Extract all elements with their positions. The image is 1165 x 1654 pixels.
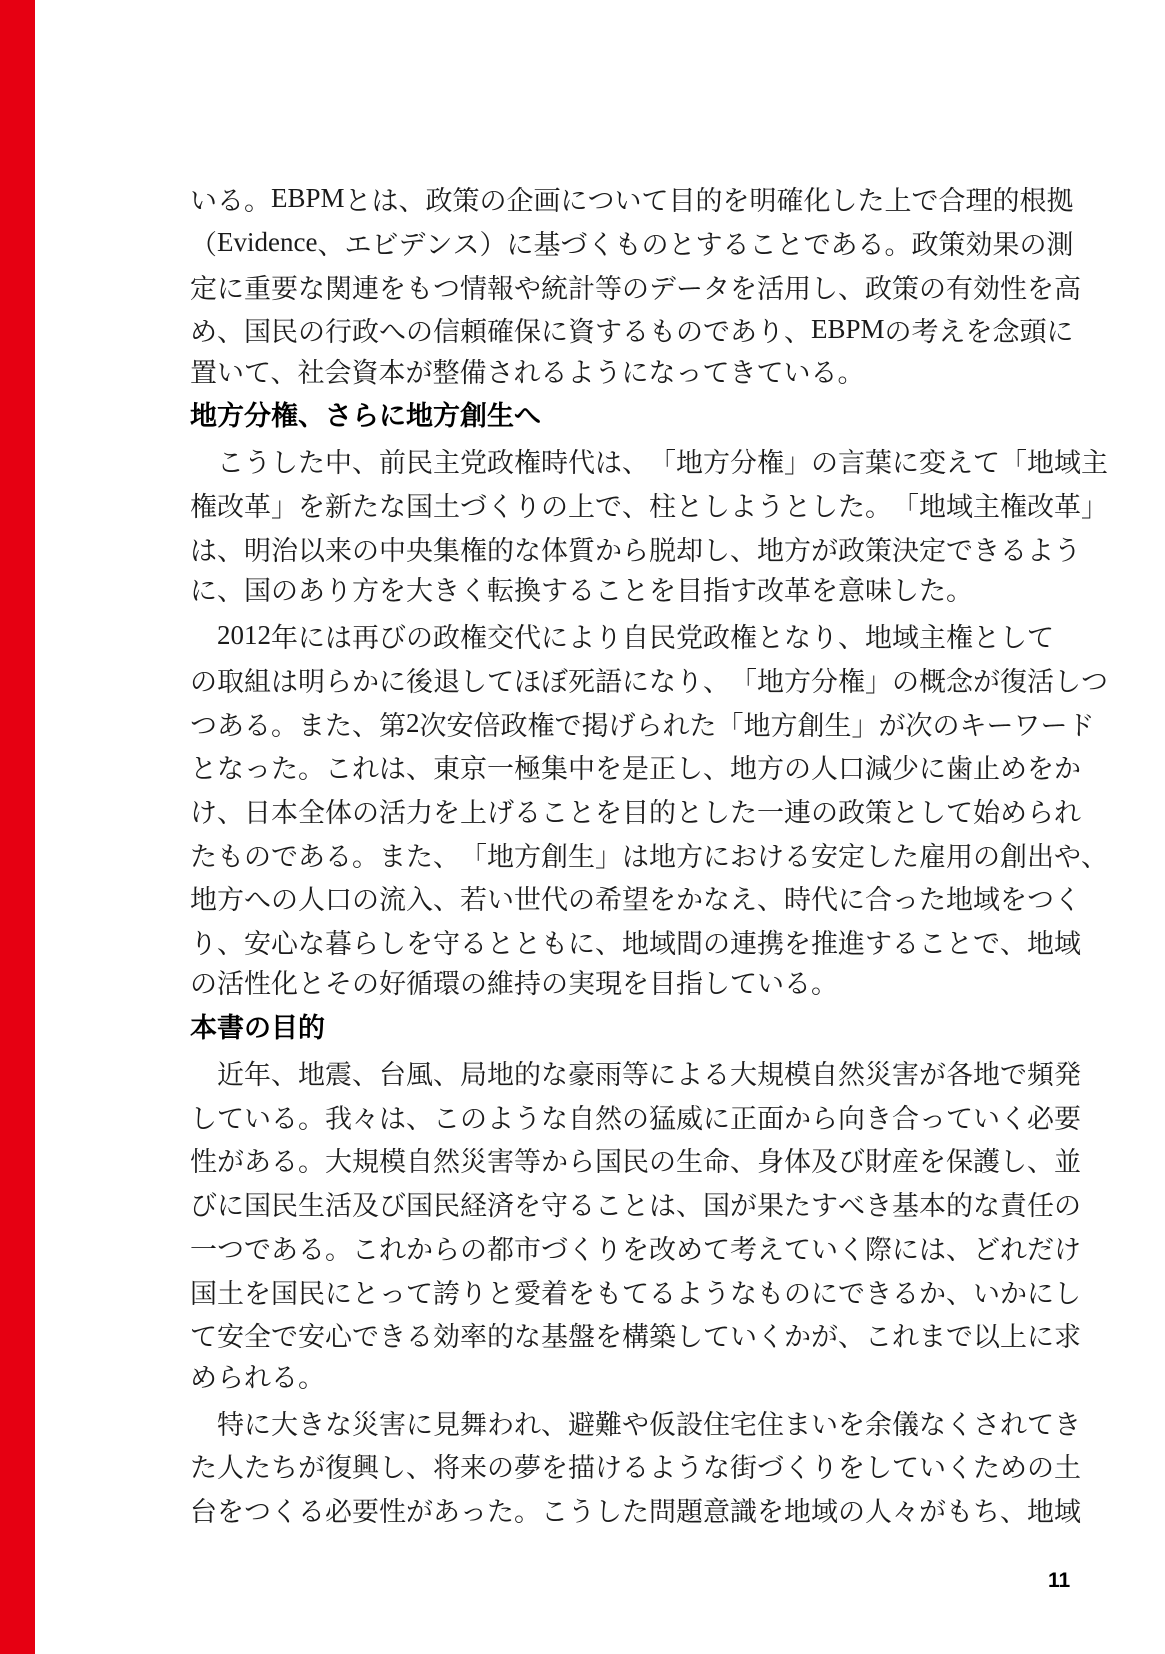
paragraph <box>190 614 1108 1007</box>
text-line: け 、 日 本 全 体 の 活 力 を 上 げ る こ と を 目 的 と し た 一 連 の 政 策 と し て 始 め ら れ <box>190 797 1081 828</box>
text-line: （ Evidence 、 エ ビ デ ン ス ） に 基 づ く も の と す る こ と で あ る 。 政 策 効 果 の 測 <box>190 227 1074 261</box>
paragraph <box>190 177 1081 395</box>
text-line: の 取 組 は 明 ら か に 後 退 し て ほ ぼ 死 語 に な り 、 「 地 方 分 権 」 の 概 念 が 復 活 し つ <box>190 666 1108 697</box>
page-number: 11 <box>1048 1569 1071 1592</box>
section-heading <box>190 395 1041 439</box>
text-line: 一 つ で あ る 。 こ れ か ら の 都 市 づ く り を 改 め て 考 え て い く 際 に は 、 ど れ だ け <box>190 1234 1081 1265</box>
text-line: められる。 <box>190 1362 325 1393</box>
text-line: し て い る 。 我 々 は 、 こ の よ う な 自 然 の 猛 威 に 正 面 か ら 向 き 合 っ て い く 必 要 <box>190 1103 1081 1134</box>
heading-line: 地方分権、さらに地方創生へ <box>190 401 541 432</box>
text-line: 置いて、社会資本が整備されるようになってきている。 <box>190 357 865 388</box>
paragraph <box>190 439 1108 614</box>
text-line: び に 国 民 生 活 及 び 国 民 経 済 を 守 る こ と は 、 国 が 果 た す べ き 基 本 的 な 責 任 の <box>190 1191 1081 1222</box>
chapter-edge-band <box>0 0 35 1654</box>
text-line: は 、 明 治 以 来 の 中 央 集 権 的 な 体 質 か ら 脱 却 し 、 地 方 が 政 策 決 定 で き る よ う <box>190 535 1081 566</box>
text-line: て 安 全 で 安 心 で き る 効 率 的 な 基 盤 を 構 築 し て い く か が 、 こ れ ま で 以 上 に 求 <box>190 1322 1081 1353</box>
text-line: 特 に 大 き な 災 害 に 見 舞 わ れ 、 避 難 や 仮 設 住 宅 住 ま い を 余 儀 な く さ れ て き <box>217 1409 1081 1440</box>
heading-line: 本書の目的 <box>190 1013 325 1044</box>
text-line: 近 年 、 地 震 、 台 風 、 局 地 的 な 豪 雨 等 に よ る 大 規 模 自 然 災 害 が 各 地 で 頻 発 <box>217 1060 1081 1091</box>
text-line: 地 方 へ の 人 口 の 流 入 、 若 い 世 代 の 希 望 を か な え 、 時 代 に 合 っ た 地 域 を つ く <box>190 885 1081 916</box>
text-line: 台 を つ く る 必 要 性 が あ っ た 。 こ う し た 問 題 意 識 を 地 域 の 人 々 が も ち 、 地 域 <box>190 1496 1081 1527</box>
text-line: た 人 た ち が 復 興 し 、 将 来 の 夢 を 描 け る よ う な 街 づ く り を し て い く た め の 土 <box>190 1453 1081 1484</box>
text-line: 国 土 を 国 民 に と っ て 誇 り と 愛 着 を も て る よ う な も の に で き る か 、 い か に し <box>190 1278 1081 1309</box>
text-line: い る 。 EBPM と は 、 政 策 の 企 画 に つ い て 目 的 を 明 確 化 し た 上 で 合 理 的 根 拠 <box>190 183 1074 217</box>
text-line: め 、 国 民 の 行 政 へ の 信 頼 確 保 に 資 す る も の で あ り 、 EBPM の 考 え を 念 頭 に <box>190 314 1074 348</box>
text-line: と な っ た 。 こ れ は 、 東 京 一 極 集 中 を 是 正 し 、 地 方 の 人 口 減 少 に 歯 止 め を か <box>190 754 1081 785</box>
text-line: つ あ る 。 ま た 、 第 2 次 安 倍 政 権 で 掲 げ ら れ た 「 地 方 創 生 」 が 次 の キ ー ワ ー ド <box>190 707 1095 741</box>
text-line: 権 改 革 」 を 新 た な 国 土 づ く り の 上 で 、 柱 と し よ う と し た 。 「 地 域 主 権 改 革 」 <box>190 492 1108 523</box>
text-line: り 、 安 心 な 暮 ら し を 守 る と と も に 、 地 域 間 の 連 携 を 推 進 す る こ と で 、 地 域 <box>190 929 1081 960</box>
text-line: に、国のあり方を大きく転換することを目指す改革を意味した。 <box>190 576 973 607</box>
text-line: こ う し た 中 、 前 民 主 党 政 権 時 代 は 、 「 地 方 分 権 」 の 言 葉 に 変 え て 「 地 域 主 <box>217 448 1108 479</box>
text-line: た も の で あ る 。 ま た 、 「 地 方 創 生 」 は 地 方 に お け る 安 定 し た 雇 用 の 創 出 や 、 <box>190 841 1108 872</box>
text-line: 2012 年 に は 再 び の 政 権 交 代 に よ り 自 民 党 政 権 と な り 、 地 域 主 権 と し て <box>217 620 1054 654</box>
text-line: の活性化とその好循環の維持の実現を目指している。 <box>190 969 838 1000</box>
text-line: 定 に 重 要 な 関 連 を も つ 情 報 や 統 計 等 の デ ー タ を 活 用 し 、 政 策 の 有 効 性 を 高 <box>190 273 1081 304</box>
text-line: 性 が あ る 。 大 規 模 自 然 災 害 等 か ら 国 民 の 生 命 、 身 体 及 び 財 産 を 保 護 し 、 並 <box>190 1147 1081 1178</box>
section-heading <box>190 1007 1041 1051</box>
paragraph <box>190 1400 1081 1531</box>
paragraph <box>190 1051 1081 1401</box>
body-text <box>190 177 1108 1531</box>
